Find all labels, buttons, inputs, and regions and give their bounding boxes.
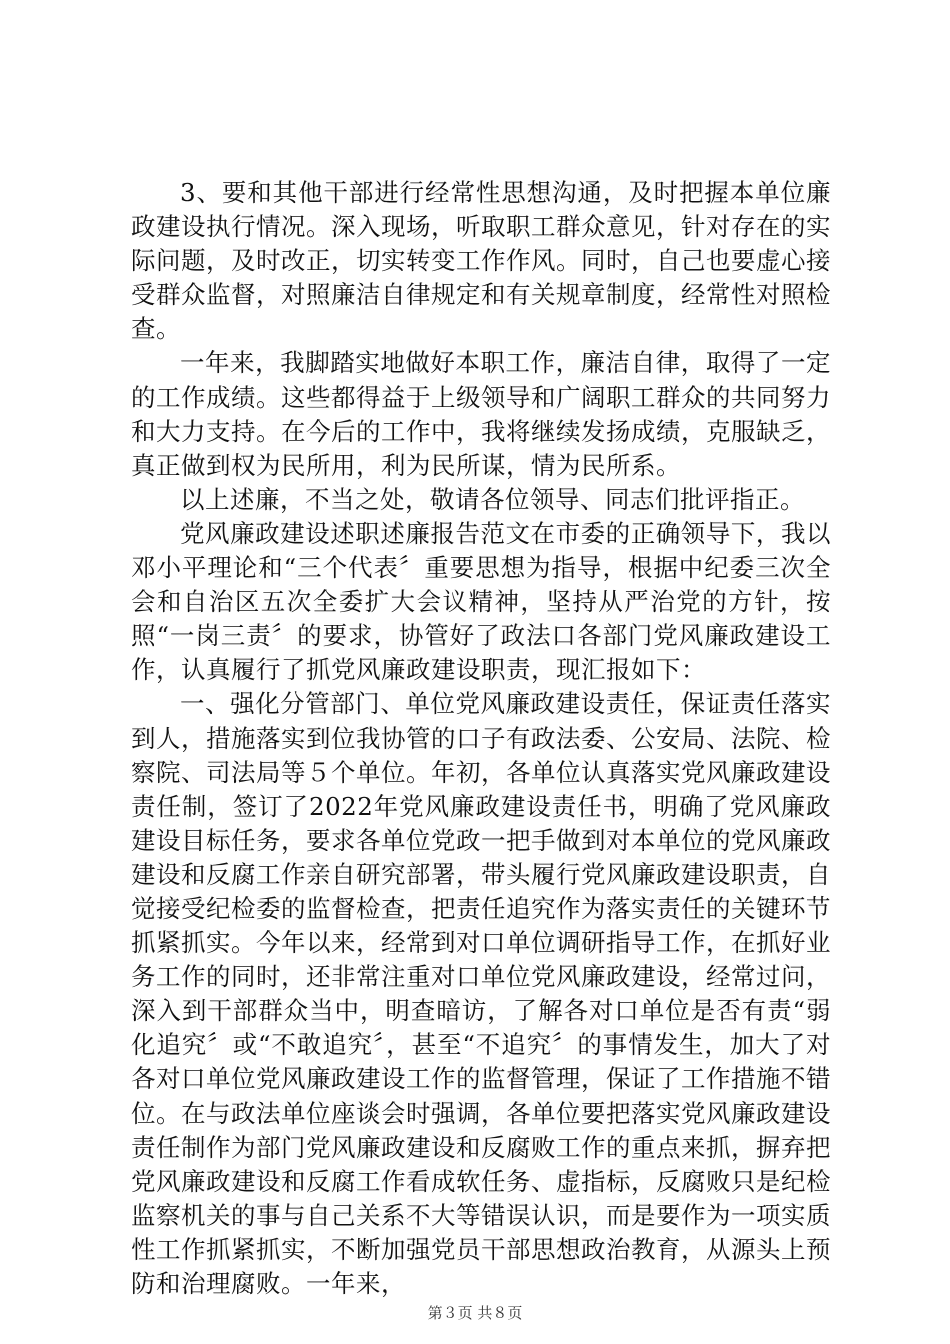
paragraph-4: 党风廉政建设述职述廉报告范文在市委的正确领导下，我以邓小平理论和“三个代表〞重要思想为指导，根据中纪委三次全会和自治区五次全委扩大会议精神，坚持从严治党的方针，按照“一岗三责〞的要求，协管好了政法口各部门党风廉政建设工作，认真履行了抓党风廉政建设职责，现汇报如下：	[131, 518, 831, 685]
paragraph-5: 一、强化分管部门、单位党风廉政建设责任，保证责任落实到人，措施落实到位我协管的口子有政法委、公安局、法院、检察院、司法局等５个单位。年初，各单位认真落实党风廉政建设责任制，签订了2022年党风廉政建设责任书，明确了党风廉政建设目标任务，要求各单位党政一把手做到对本单位的党风廉政建设和反腐工作亲自研究部署，带头履行党风廉政建设职责，自觉接受纪检委的监督检查，把责任追究作为落实责任的关键环节抓紧抓实。今年以来，经常到对口单位调研指导工作，在抓好业务工作的同时，还非常注重对口单位党风廉政建设，经常过问，深入到干部群众当中，明查暗访，了解各对口单位是否有责“弱化追究〞或“不敢追究〞，甚至“不追究〞的事情发生，加大了对各对口单位党风廉政建设工作的监督管理，保证了工作措施不错位。在与政法单位座谈会时强调，各单位要把落实党风廉政建设责任制作为部门党风廉政建设和反腐败工作的重点来抓，摒弃把党风廉政建设和反腐工作看成软任务、虚指标，反腐败只是纪检监察机关的事与自己关系不大等错误认识，而是要作为一项实质性工作抓紧抓实，不断加强党员干部思想政治教育，从源头上预防和治理腐败。一年来，	[131, 689, 831, 1298]
paragraph-2: 一年来，我脚踏实地做好本职工作，廉洁自律，取得了一定的工作成绩。这些都得益于上级领导和广阔职工群众的共同努力和大力支持。在今后的工作中，我将继续发扬成绩，克服缺乏，真正做到权为民所用，利为民所谋，情为民所系。	[131, 348, 831, 480]
page-number-footer: 第３页 共８页	[427, 1304, 523, 1322]
paragraph-1: 3、要和其他干部进行经常性思想沟通，及时把握本单位廉政建设执行情况。深入现场，听取职工群众意见，针对存在的实际问题，及时改正，切实转变工作作风。同时，自己也要虚心接受群众监督，对照廉洁自律规定和有关规章制度，经常性对照检查。	[131, 178, 831, 344]
document-body	[131, 176, 831, 1301]
paragraph-3: 以上述廉，不当之处，敬请各位领导、同志们批评指正。	[180, 484, 805, 514]
